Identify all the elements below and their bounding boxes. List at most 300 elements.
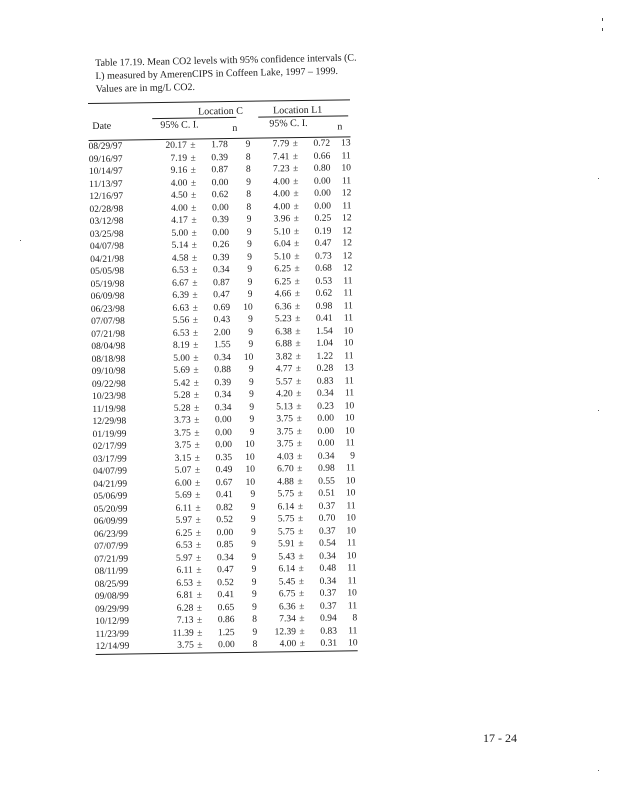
- cell-mean-l1: 4.66: [274, 289, 292, 300]
- scan-speck: [598, 178, 599, 179]
- cell-n-l1: 11: [344, 375, 354, 386]
- cell-mean-l1: 4.03: [276, 451, 294, 462]
- cell-plusminus-c: ±: [190, 177, 197, 189]
- cell-mean-c: 4.00: [170, 178, 188, 189]
- cell-plusminus-c: ±: [193, 390, 200, 401]
- cell-mean-l1: 6.25: [274, 276, 292, 287]
- cell-mean-l1: 4.77: [275, 364, 293, 375]
- cell-n-l1: 10: [347, 588, 357, 599]
- cell-plusminus-c: ±: [195, 490, 201, 501]
- cell-n-l1: 12: [342, 213, 352, 224]
- cell-date: 08/29/97: [88, 141, 123, 152]
- cell-plusminus-l1: ±: [293, 189, 299, 200]
- cell-ci-c: 0.49: [215, 465, 233, 476]
- cell-n-c: 9: [248, 339, 254, 350]
- cell-ci-l1: 0.00: [314, 201, 332, 212]
- cell-ci-l1: 0.37: [318, 501, 336, 512]
- cell-mean-l1: 12.39: [274, 626, 297, 637]
- cell-ci-c: 1.25: [217, 627, 235, 638]
- cell-ci-c: 0.26: [212, 240, 230, 251]
- header-date: Date: [92, 120, 112, 132]
- scan-mark: [602, 28, 603, 31]
- cell-n-l1: 12: [341, 188, 352, 199]
- cell-plusminus-c: ±: [194, 452, 201, 464]
- cell-mean-l1: 5.57: [275, 376, 293, 387]
- cell-ci-l1: 0.00: [317, 438, 335, 449]
- cell-plusminus-l1: ±: [293, 201, 299, 212]
- cell-ci-l1: 0.51: [318, 488, 336, 499]
- cell-mean-c: 7.19: [170, 153, 188, 164]
- cell-n-l1: 10: [348, 638, 358, 649]
- cell-ci-l1: 0.70: [318, 513, 336, 524]
- cell-n-c: 9: [247, 277, 253, 288]
- cell-mean-c: 6.81: [176, 590, 194, 601]
- cell-n-c: 9: [248, 364, 254, 375]
- cell-date: 01/19/99: [92, 428, 127, 440]
- cell-ci-c: 0.00: [214, 415, 232, 426]
- cell-plusminus-l1: ±: [294, 276, 300, 287]
- data-table: [88, 99, 358, 654]
- cell-date: 06/09/99: [93, 516, 128, 527]
- cell-plusminus-l1: ±: [296, 401, 302, 412]
- cell-ci-c: 0.34: [212, 265, 230, 276]
- cell-mean-c: 9.16: [170, 165, 188, 176]
- cell-ci-l1: 0.34: [317, 451, 335, 462]
- cell-plusminus-l1: ±: [298, 564, 304, 575]
- cell-plusminus-c: ±: [196, 552, 202, 564]
- cell-ci-c: 0.69: [213, 302, 231, 313]
- cell-ci-l1: 0.34: [316, 388, 334, 399]
- cell-plusminus-l1: ±: [297, 514, 304, 525]
- cell-date: 05/19/98: [90, 279, 125, 290]
- cell-plusminus-l1: ±: [292, 164, 299, 175]
- cell-plusminus-c: ±: [190, 165, 197, 176]
- cell-date: 05/05/98: [90, 266, 125, 277]
- cell-mean-c: 8.19: [172, 340, 190, 351]
- cell-n-l1: 11: [343, 313, 354, 324]
- cell-mean-l1: 7.41: [272, 151, 290, 162]
- cell-ci-l1: 0.37: [319, 588, 337, 599]
- cell-plusminus-l1: ±: [294, 289, 301, 300]
- cell-ci-l1: 1.04: [316, 338, 333, 349]
- cell-n-c: 9: [248, 314, 253, 325]
- cell-ci-l1: 0.83: [320, 626, 337, 637]
- cell-plusminus-c: ±: [192, 290, 198, 301]
- cell-n-l1: 11: [347, 563, 357, 574]
- cell-plusminus-l1: ±: [298, 526, 304, 537]
- cell-mean-c: 4.17: [171, 215, 188, 226]
- cell-mean-l1: 3.75: [276, 439, 294, 450]
- caption-line-3: Values are in mg/L CO2.: [95, 81, 196, 95]
- cell-n-c: 9: [251, 564, 257, 575]
- cell-plusminus-c: ±: [196, 565, 202, 576]
- cell-mean-l1: 4.00: [273, 189, 290, 200]
- cell-ci-c: 0.34: [214, 352, 231, 363]
- cell-ci-l1: 0.00: [317, 413, 335, 424]
- cell-mean-l1: 5.75: [277, 489, 295, 500]
- cell-ci-c: 0.39: [212, 215, 229, 226]
- cell-n-l1: 11: [348, 625, 358, 636]
- cell-n-c: 9: [249, 414, 255, 425]
- cell-plusminus-c: ±: [191, 202, 197, 214]
- cell-plusminus-c: ±: [192, 277, 198, 289]
- cell-ci-c: 0.85: [216, 540, 234, 551]
- cell-ci-c: 0.43: [213, 315, 231, 326]
- cell-n-c: 9: [247, 264, 253, 275]
- cell-date: 06/23/99: [93, 528, 128, 540]
- cell-mean-l1: 6.36: [278, 601, 296, 612]
- cell-mean-c: 7.13: [176, 615, 194, 626]
- cell-ci-c: 0.34: [214, 402, 232, 413]
- cell-n-c: 8: [246, 189, 252, 200]
- cell-n-l1: 11: [345, 438, 355, 449]
- cell-plusminus-l1: ±: [296, 439, 303, 450]
- cell-ci-l1: 0.28: [316, 363, 334, 374]
- cell-plusminus-l1: ±: [299, 601, 305, 612]
- cell-plusminus-l1: ±: [296, 426, 303, 437]
- cell-plusminus-c: ±: [190, 140, 196, 151]
- cell-n-c: 9: [246, 177, 251, 188]
- cell-mean-l1: 5.43: [278, 551, 296, 562]
- cell-plusminus-c: ±: [196, 590, 202, 601]
- cell-date: 04/21/99: [93, 478, 128, 490]
- cell-mean-l1: 6.75: [278, 589, 296, 600]
- cell-ci-l1: 0.62: [315, 288, 333, 299]
- cell-date: 03/25/98: [89, 229, 124, 240]
- cell-mean-l1: 3.75: [276, 414, 294, 425]
- scan-speck: [598, 410, 599, 411]
- cell-mean-l1: 6.14: [278, 564, 296, 575]
- cell-ci-c: 0.00: [212, 227, 230, 238]
- cell-plusminus-l1: ±: [293, 176, 299, 187]
- cell-plusminus-l1: ±: [296, 414, 302, 425]
- cell-plusminus-l1: ±: [298, 551, 304, 562]
- cell-plusminus-l1: ±: [295, 376, 302, 387]
- cell-ci-c: 0.39: [211, 152, 229, 163]
- cell-mean-l1: 5.10: [273, 226, 291, 237]
- cell-date: 07/21/98: [91, 329, 126, 340]
- cell-plusminus-c: ±: [191, 227, 197, 239]
- cell-n-l1: 11: [343, 288, 353, 299]
- cell-n-l1: 10: [343, 338, 354, 349]
- cell-date: 09/16/97: [88, 154, 123, 165]
- cell-date: 12/29/98: [92, 416, 127, 427]
- cell-n-l1: 10: [343, 325, 354, 336]
- table-caption: [95, 51, 366, 96]
- cell-n-c: 9: [250, 514, 256, 525]
- cell-ci-c: 0.00: [211, 202, 229, 213]
- cell-plusminus-l1: ±: [294, 301, 301, 312]
- cell-n-l1: 13: [344, 363, 354, 374]
- cell-ci-c: 0.65: [217, 602, 235, 613]
- cell-n-l1: 10: [346, 513, 356, 524]
- cell-plusminus-c: ±: [195, 515, 201, 526]
- cell-mean-c: 20.17: [165, 140, 187, 151]
- scan-mark: [602, 18, 603, 21]
- cell-date: 02/17/99: [92, 441, 127, 452]
- cell-mean-l1: 5.91: [278, 539, 295, 550]
- cell-mean-c: 3.15: [174, 453, 192, 464]
- cell-plusminus-c: ±: [193, 365, 199, 376]
- cell-n-c: 10: [245, 464, 256, 475]
- cell-n-l1: 10: [346, 525, 357, 536]
- cell-mean-c: 6.25: [175, 528, 193, 539]
- cell-n-c: 9: [246, 239, 252, 250]
- cell-n-l1: 13: [341, 138, 351, 149]
- cell-ci-l1: 0.68: [315, 263, 332, 274]
- cell-ci-c: 0.00: [218, 640, 235, 651]
- cell-plusminus-c: ±: [191, 252, 198, 264]
- cell-mean-c: 6.63: [172, 303, 190, 314]
- cell-date: 06/09/98: [90, 291, 125, 302]
- cell-n-l1: 12: [342, 225, 352, 236]
- cell-mean-c: 6.11: [175, 503, 192, 514]
- cell-plusminus-c: ±: [195, 540, 202, 551]
- cell-n-l1: 8: [352, 613, 358, 624]
- cell-n-c: 9: [252, 602, 257, 613]
- cell-plusminus-c: ±: [192, 327, 199, 339]
- cell-date: 04/07/99: [93, 466, 127, 477]
- cell-ci-c: 0.87: [211, 165, 229, 176]
- cell-n-c: 10: [243, 352, 254, 363]
- caption-line-2: I.) measured by AmerenCIPS in Coffeen Lake, 1997 – 1999.: [95, 65, 339, 82]
- cell-ci-c: 0.67: [215, 477, 233, 488]
- cell-mean-l1: 7.34: [279, 614, 296, 625]
- cell-date: 09/22/98: [91, 379, 126, 390]
- cell-n-c: 10: [245, 477, 256, 488]
- cell-n-c: 9: [251, 589, 257, 600]
- cell-plusminus-c: ±: [195, 527, 202, 539]
- cell-mean-c: 3.75: [174, 428, 191, 439]
- cell-plusminus-l1: ±: [297, 464, 303, 475]
- cell-n-c: 10: [245, 452, 255, 463]
- cell-date: 04/07/98: [89, 241, 124, 252]
- cell-mean-l1: 5.13: [276, 401, 293, 412]
- cell-mean-l1: 4.00: [273, 201, 291, 212]
- cell-plusminus-c: ±: [196, 615, 203, 626]
- cell-ci-l1: 0.55: [318, 476, 335, 487]
- header-n-c: n: [232, 122, 238, 134]
- cell-n-l1: 11: [344, 388, 355, 399]
- cell-mean-l1: 7.23: [272, 164, 290, 175]
- cell-n-c: 9: [247, 289, 253, 300]
- cell-date: 07/21/99: [94, 553, 129, 565]
- table-body: [89, 137, 358, 653]
- cell-mean-c: 4.58: [171, 253, 189, 264]
- cell-ci-l1: 0.47: [314, 238, 332, 249]
- cell-plusminus-c: ±: [194, 427, 200, 439]
- cell-n-c: 9: [247, 252, 253, 263]
- cell-n-l1: 10: [344, 400, 355, 411]
- cell-date: 03/17/99: [92, 453, 127, 465]
- cell-mean-c: 5.69: [175, 490, 192, 501]
- cell-mean-l1: 4.20: [275, 389, 293, 400]
- cell-mean-c: 5.28: [173, 403, 191, 414]
- cell-date: 05/20/99: [93, 503, 128, 515]
- cell-mean-c: 6.11: [176, 565, 193, 576]
- cell-date: 08/25/99: [94, 578, 129, 590]
- cell-ci-c: 0.62: [211, 190, 229, 201]
- cell-n-l1: 10: [341, 163, 352, 174]
- cell-mean-c: 5.97: [175, 515, 193, 526]
- cell-n-c: 8: [252, 614, 258, 625]
- cell-mean-l1: 4.88: [277, 476, 294, 487]
- cell-plusminus-l1: ±: [293, 214, 300, 225]
- cell-n-c: 9: [250, 527, 256, 538]
- cell-date: 07/07/99: [94, 541, 129, 552]
- cell-ci-l1: 0.23: [317, 401, 334, 412]
- cell-plusminus-l1: ±: [296, 389, 302, 400]
- cell-plusminus-l1: ±: [297, 489, 303, 500]
- cell-plusminus-l1: ±: [292, 151, 299, 162]
- cell-date: 08/18/98: [91, 354, 126, 365]
- cell-mean-l1: 6.38: [275, 326, 292, 337]
- cell-n-c: 9: [249, 402, 255, 413]
- cell-mean-c: 4.00: [171, 203, 188, 214]
- cell-n-l1: 11: [341, 175, 352, 186]
- cell-n-c: 9: [246, 214, 252, 225]
- cell-plusminus-c: ±: [195, 477, 201, 489]
- cell-plusminus-c: ±: [194, 415, 200, 426]
- cell-n-l1: 11: [345, 463, 356, 474]
- cell-n-l1: 11: [347, 575, 357, 586]
- cell-n-l1: 11: [346, 538, 357, 549]
- cell-n-c: 9: [249, 389, 254, 400]
- cell-n-c: 9: [250, 502, 256, 513]
- cell-plusminus-c: ±: [192, 265, 198, 276]
- cell-plusminus-c: ±: [193, 402, 200, 414]
- cell-n-l1: 10: [346, 550, 357, 561]
- cell-plusminus-c: ±: [196, 577, 202, 589]
- cell-ci-l1: 0.72: [313, 138, 331, 149]
- cell-ci-c: 0.88: [214, 365, 231, 376]
- cell-plusminus-c: ±: [194, 440, 200, 451]
- cell-mean-c: 6.39: [172, 290, 190, 301]
- cell-ci-c: 0.34: [216, 552, 234, 563]
- cell-mean-c: 3.75: [177, 640, 194, 651]
- cell-mean-c: 5.42: [173, 378, 191, 389]
- cell-ci-l1: 0.00: [313, 176, 331, 187]
- cell-mean-l1: 4.00: [273, 176, 290, 187]
- cell-n-l1: 12: [342, 250, 353, 261]
- cell-mean-c: 3.75: [174, 440, 192, 451]
- cell-n-l1: 10: [345, 475, 356, 486]
- cell-plusminus-c: ±: [191, 215, 197, 226]
- cell-n-c: 9: [249, 427, 255, 438]
- header-ci-l1: 95% C. I.: [269, 117, 308, 130]
- cell-plusminus-l1: ±: [294, 239, 300, 250]
- cell-plusminus-l1: ±: [294, 251, 300, 262]
- cell-mean-c: 6.53: [175, 540, 193, 551]
- cell-n-c: 9: [250, 489, 256, 500]
- cell-mean-c: 6.28: [176, 603, 194, 614]
- cell-mean-l1: 4.00: [279, 639, 297, 650]
- cell-ci-l1: 1.54: [316, 326, 333, 337]
- cell-n-c: 9: [248, 327, 254, 338]
- cell-plusminus-l1: ±: [299, 626, 305, 637]
- cell-n-c: 9: [245, 139, 251, 150]
- cell-plusminus-c: ±: [191, 190, 197, 201]
- cell-mean-c: 6.53: [176, 578, 194, 589]
- cell-plusminus-l1: ±: [298, 589, 305, 600]
- cell-plusminus-l1: ±: [292, 139, 299, 150]
- cell-ci-c: 1.78: [211, 140, 228, 151]
- cell-ci-c: 0.34: [214, 390, 232, 401]
- cell-ci-l1: 0.37: [318, 526, 336, 537]
- cell-mean-c: 5.56: [172, 315, 190, 326]
- cell-plusminus-l1: ±: [297, 451, 303, 462]
- cell-n-c: 9: [251, 552, 257, 563]
- cell-n-c: 9: [251, 539, 257, 550]
- cell-ci-l1: 0.00: [314, 188, 331, 199]
- header-ci-c: 95% C. I.: [160, 119, 199, 131]
- cell-n-c: 8: [252, 639, 258, 650]
- cell-plusminus-c: ±: [192, 302, 198, 314]
- cell-plusminus-c: ±: [190, 153, 196, 164]
- cell-plusminus-c: ±: [193, 340, 199, 351]
- cell-plusminus-l1: ±: [298, 576, 305, 587]
- cell-mean-l1: 6.36: [274, 301, 292, 312]
- cell-plusminus-c: ±: [195, 502, 201, 514]
- cell-plusminus-c: ±: [191, 240, 198, 251]
- cell-date: 11/19/98: [92, 404, 126, 415]
- cell-ci-l1: 0.73: [314, 251, 332, 262]
- cell-n-l1: 10: [345, 488, 356, 499]
- cell-ci-l1: 0.00: [317, 426, 335, 437]
- cell-plusminus-l1: ±: [295, 364, 302, 375]
- cell-n-l1: 11: [347, 600, 358, 611]
- cell-mean-c: 6.53: [171, 265, 189, 276]
- cell-n-l1: 11: [343, 300, 353, 311]
- cell-date: 10/12/99: [95, 616, 130, 627]
- cell-ci-c: 0.52: [217, 577, 234, 588]
- cell-mean-l1: 5.75: [277, 514, 295, 525]
- cell-ci-l1: 0.98: [315, 301, 333, 312]
- cell-mean-l1: 3.75: [276, 426, 294, 437]
- cell-ci-c: 0.87: [213, 277, 230, 288]
- cell-n-l1: 11: [342, 200, 352, 211]
- cell-plusminus-c: ±: [193, 377, 199, 389]
- cell-ci-l1: 0.34: [319, 551, 336, 562]
- cell-date: 09/29/99: [95, 603, 129, 615]
- cell-ci-c: 0.35: [215, 452, 233, 463]
- cell-n-c: 9: [252, 627, 258, 638]
- cell-date: 07/07/98: [90, 316, 125, 327]
- cell-n-c: 10: [243, 302, 253, 313]
- cell-mean-c: 11.39: [172, 628, 194, 639]
- cell-ci-c: 0.47: [213, 290, 230, 301]
- cell-mean-l1: 6.88: [275, 339, 293, 350]
- cell-ci-c: 0.39: [214, 377, 232, 388]
- cell-ci-l1: 0.83: [316, 376, 334, 387]
- cell-ci-l1: 0.37: [319, 601, 337, 612]
- cell-mean-l1: 6.70: [277, 464, 294, 475]
- cell-date: 12/14/99: [95, 641, 130, 652]
- cell-n-c: 9: [246, 227, 252, 238]
- cell-ci-l1: 0.19: [314, 226, 332, 237]
- cell-mean-c: 5.00: [173, 353, 190, 364]
- cell-ci-l1: 0.48: [319, 563, 337, 574]
- cell-n-c: 9: [251, 577, 257, 588]
- cell-mean-c: 5.97: [175, 553, 193, 564]
- cell-plusminus-l1: ±: [297, 501, 304, 512]
- cell-plusminus-l1: ±: [295, 339, 301, 350]
- header-n-l1: n: [337, 121, 343, 133]
- cell-n-l1: 11: [341, 150, 351, 161]
- cell-mean-l1: 5.10: [274, 251, 291, 262]
- cell-mean-c: 4.50: [170, 190, 188, 201]
- cell-mean-l1: 5.75: [277, 526, 295, 537]
